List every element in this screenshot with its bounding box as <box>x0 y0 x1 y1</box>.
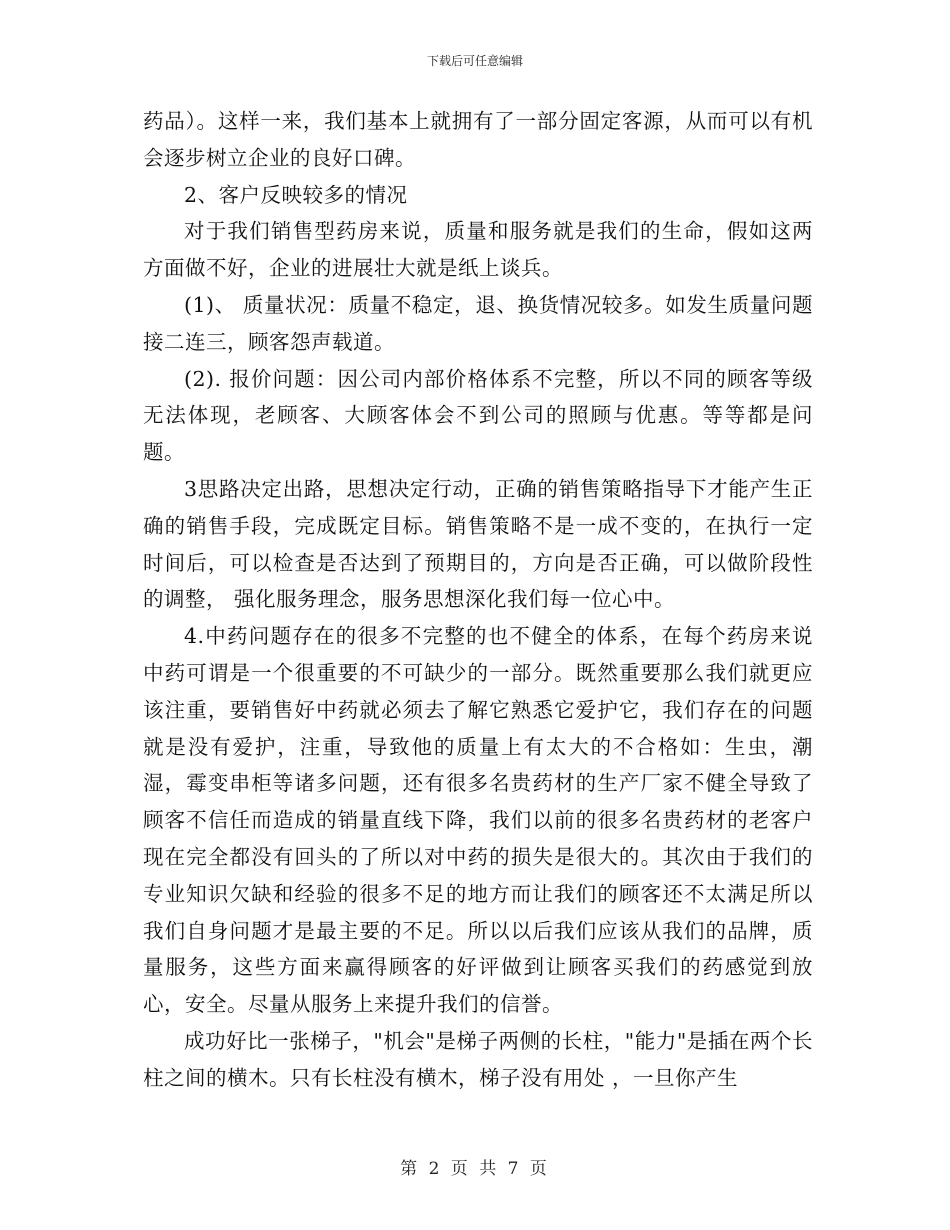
paragraph-intro: 对于我们销售型药房来说，质量和服务就是我们的生命，假如这两方面做不好，企业的进展壮大就是纸上谈兵。 <box>143 219 813 281</box>
page-footer: 第 2 页 共 7 页 <box>400 1159 550 1179</box>
paragraph-continuation: 药品）。这样一来，我们基本上就拥有了一部分固定客源，从而可以有机会逐步树立企业的良好口碑。 <box>143 109 813 170</box>
paragraph-strategy: 3思路决定出路，思想决定行动，正确的销售策略指导下才能产生正确的销售手段，完成既定目标。销售策略不是一成不变的，在执行一定时间后，可以检查是否达到了预期目的，方向是否正确，可以做阶段性的调整， 强化服务理念，服务思想深化我们每一位心中。 <box>143 476 813 612</box>
paragraph-pricing-issue: (2). 报价问题：因公司内部价格体系不完整，所以不同的顾客等级无法体现，老顾客、大顾客体会不到公司的照顾与优惠。等等都是问题。 <box>143 366 813 465</box>
page-header: 下载后可任意编辑 <box>426 54 523 68</box>
paragraph-chinese-medicine: 4.中药问题存在的很多不完整的也不健全的体系，在每个药房来说中药可谓是一个很重要的不可缺少的一部分。既然重要那么我们就更应该注重，要销售好中药就必须去了解它熟悉它爱护它，我们存在的问题就是没有爱护，注重，导致他的质量上有太大的不合格如：生虫，潮湿，霉变串柜等诸多问题，还有很多名贵药材的生产厂家不健全导致了顾客不信任而造成的销量直线下降，我们以前的很多名贵药材的老客户现在完全都没有回头的了所以对中药的损失是很大的。其次由于我们的专业知识欠缺和经验的很多不足的地方而让我们的顾客还不太满足所以我们自身问题才是最主要的不足。所以以后我们应该从我们的品牌，质量服务，这些方面来赢得顾客的好评做到让顾客买我们的药感觉到放心，安全。尽量从服务上来提升我们的信誉。 <box>143 624 813 1017</box>
document-body <box>143 103 813 1097</box>
section-heading-2: 2、客户反映较多的情况 <box>184 182 408 207</box>
paragraph-success-ladder: 成功好比一张梯子，"机会"是梯子两侧的长柱，"能力"是插在两个长柱之间的横木。只有长柱没有横木，梯子没有用处 ，一旦你产生 <box>143 1028 813 1090</box>
paragraph-quality-issue: (1)、 质量状况：质量不稳定，退、换货情况较多。如发生质量问题接二连三，顾客怨声载道。 <box>143 292 813 354</box>
